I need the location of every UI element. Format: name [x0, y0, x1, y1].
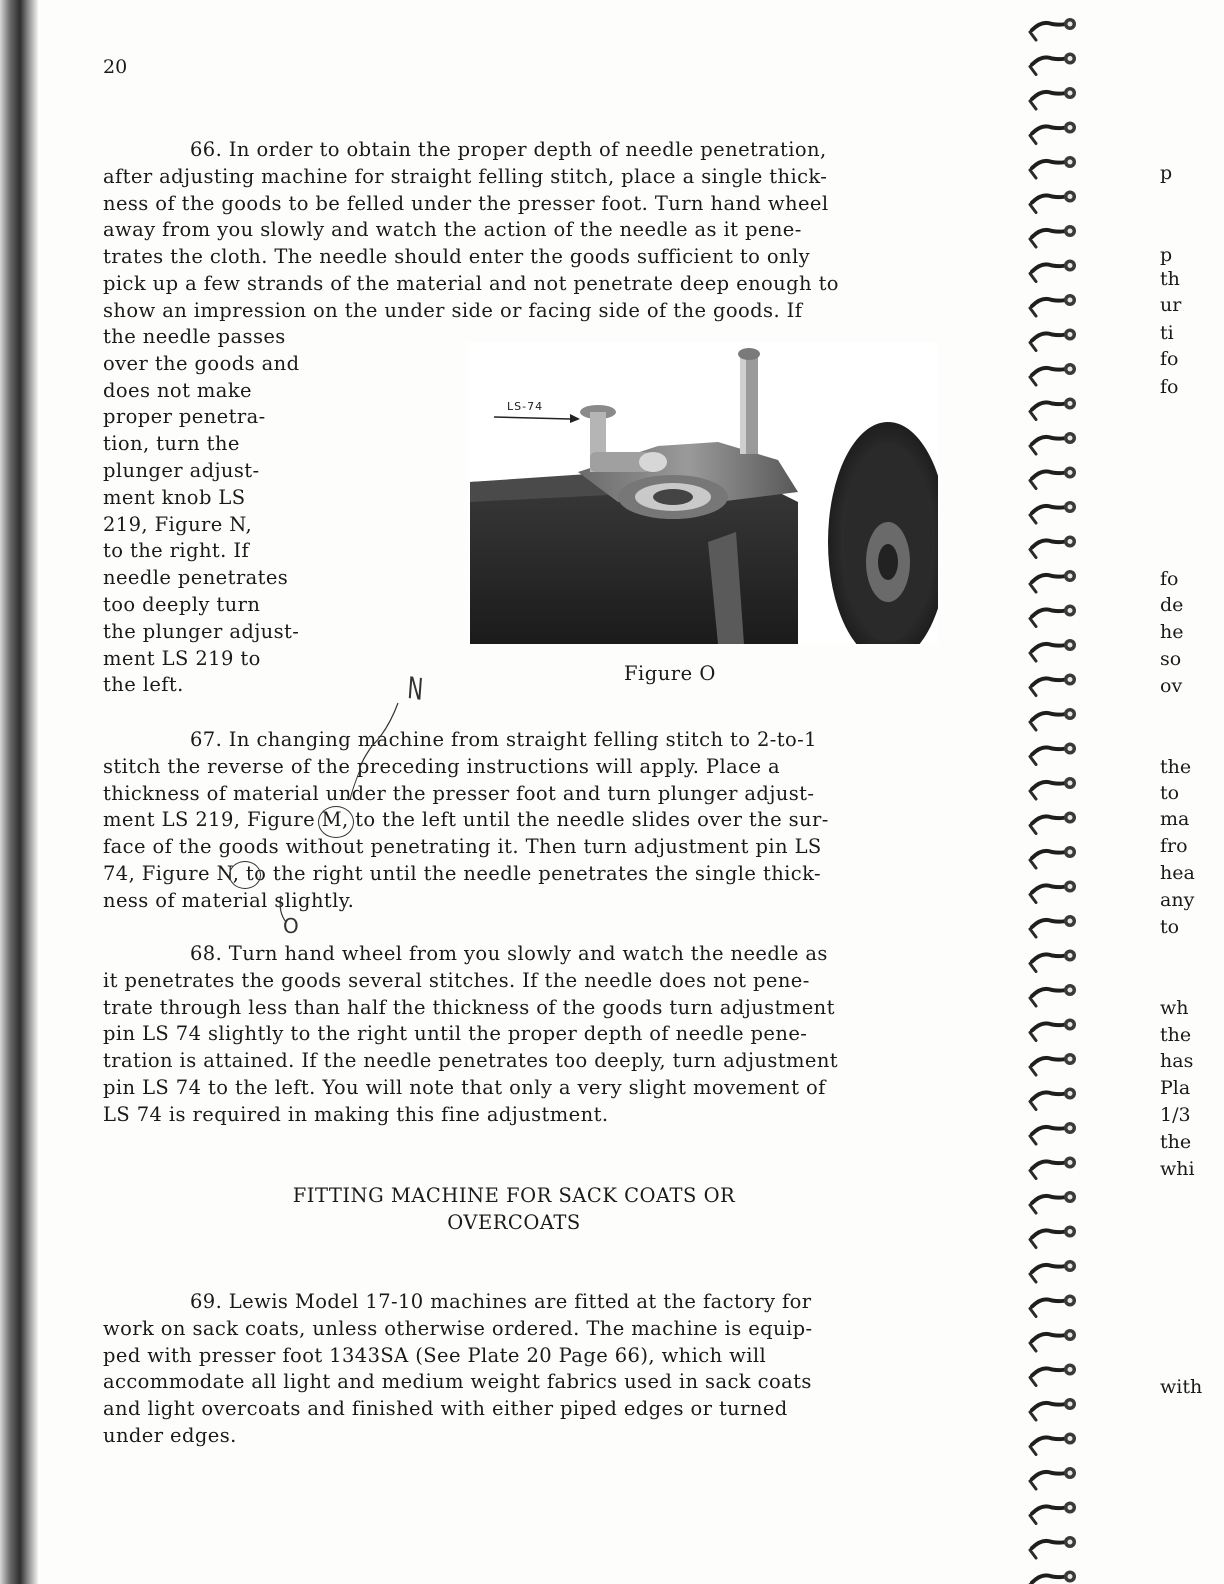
spiral-coil [1030, 1571, 1076, 1584]
figure-callout-arrow [492, 410, 582, 424]
text-line: over the goods and [103, 351, 300, 375]
spiral-coil [1030, 1295, 1076, 1317]
spiral-coil [1030, 1157, 1076, 1179]
next-page-fragment: hea [1160, 862, 1195, 884]
text-line: 69. Lewis Model 17-10 machines are fitted at the factory for [190, 1290, 812, 1313]
scan-shadow-edge [0, 0, 38, 1584]
text-line: trate through less than half the thickness of the goods turn adjustment [103, 995, 835, 1019]
spiral-coil [1030, 363, 1076, 385]
figure-o-photo [468, 342, 938, 644]
next-page-fragment: with [1160, 1376, 1203, 1398]
spiral-coil [1030, 260, 1076, 282]
handwritten-n-annotation: N [406, 670, 425, 709]
spiral-coil [1030, 53, 1076, 75]
figure-callout-label: LS-74 [507, 400, 544, 413]
text-line: tion, turn the [103, 432, 240, 456]
handwritten-o-annotation: O [283, 914, 299, 938]
spiral-coil [1030, 950, 1076, 972]
spiral-coil [1030, 743, 1076, 765]
text-line: and light overcoats and finished with either piped edges or turned [103, 1397, 788, 1421]
paragraph-66 [103, 137, 839, 325]
text-line: work on sack coats, unless otherwise ordered. The machine is equip- [103, 1316, 813, 1340]
next-page-fragment: so [1160, 648, 1182, 670]
next-page-fragment: to [1160, 782, 1180, 804]
text-line: pick up a few strands of the material and not penetrate deep enough to [103, 271, 839, 295]
spiral-coil [1030, 812, 1076, 834]
spiral-coil [1030, 915, 1076, 937]
text-line: face of the goods without penetrating it. Then turn adjustment pin LS [103, 835, 822, 859]
next-page-fragment: ti [1160, 322, 1174, 344]
next-page-fragment: de [1160, 594, 1184, 616]
spiral-coil [1030, 984, 1076, 1006]
heading-line-1: FITTING MACHINE FOR SACK COATS OR [292, 1184, 736, 1207]
spiral-coil [1030, 1398, 1076, 1420]
text-line: does not make [103, 378, 252, 402]
next-page-fragment: has [1160, 1050, 1194, 1072]
text-line: 66. In order to obtain the proper depth of needle penetration, [190, 138, 827, 161]
next-page-fragment: fo [1160, 568, 1179, 590]
text-line: it penetrates the goods several stitches. If the needle does not pene- [103, 968, 810, 992]
next-page-fragment: the [1160, 756, 1192, 778]
text-line: away from you slowly and watch the action of the needle as it pene- [103, 218, 802, 242]
text-line: 219, Figure N, [103, 512, 253, 536]
handwritten-circle-m [318, 806, 354, 838]
next-page-fragment: Pla [1160, 1077, 1191, 1099]
spiral-coil [1030, 777, 1076, 799]
next-page-fragment: he [1160, 621, 1184, 643]
text-line: 74, Figure N, to the right until the needle penetrates the single thick- [103, 861, 821, 885]
spiral-coil [1030, 191, 1076, 213]
next-page-fragment: ur [1160, 294, 1182, 316]
spiral-coil [1030, 846, 1076, 868]
text-line: the needle passes [103, 325, 286, 348]
spiral-coil [1030, 1019, 1076, 1041]
spiral-binding [1020, 0, 1084, 1584]
spiral-coil [1030, 156, 1076, 178]
text-line: too deeply turn [103, 592, 261, 616]
text-line: ness of the goods to be felled under the presser foot. Turn hand wheel [103, 191, 829, 215]
spiral-coil [1030, 18, 1076, 40]
next-page-fragment: fro [1160, 835, 1188, 857]
text-line: needle penetrates [103, 566, 289, 590]
spiral-coil [1030, 674, 1076, 696]
spiral-coil [1030, 1260, 1076, 1282]
next-page-fragment: the [1160, 1024, 1192, 1046]
paragraph-68 [103, 941, 838, 1129]
spiral-coil [1030, 467, 1076, 489]
text-line: ness of material slightly. [103, 888, 355, 912]
heading-line-2: OVERCOATS [447, 1211, 581, 1234]
spiral-coil [1030, 570, 1076, 592]
text-line: tration is attained. If the needle penetrates too deeply, turn adjustment [103, 1049, 839, 1073]
page-number: 20 [103, 56, 128, 78]
next-page-fragment: th [1160, 268, 1180, 290]
spiral-coil [1030, 708, 1076, 730]
text-line: pin LS 74 to the left. You will note that only a very slight movement of [103, 1075, 826, 1099]
figure-caption: Figure O [624, 662, 716, 685]
text-line: LS 74 is required in making this fine adjustment. [103, 1102, 609, 1126]
spiral-coil [1030, 1467, 1076, 1489]
spiral-coil [1030, 329, 1076, 351]
text-line: the plunger adjust- [103, 619, 300, 643]
paragraph-67 [103, 727, 829, 915]
section-heading [200, 1182, 828, 1236]
text-line: to the right. If [103, 539, 250, 563]
spiral-coil [1030, 1226, 1076, 1248]
text-line: plunger adjust- [103, 458, 260, 482]
next-page-fragment: wh [1160, 997, 1189, 1019]
next-page-fragment: p [1160, 162, 1173, 184]
text-line: proper penetra- [103, 405, 266, 429]
spiral-coil [1030, 605, 1076, 627]
spiral-coil [1030, 225, 1076, 247]
spiral-coil [1030, 639, 1076, 661]
spiral-coil [1030, 1053, 1076, 1075]
spiral-coil [1030, 1122, 1076, 1144]
spiral-coil [1030, 536, 1076, 558]
spiral-coil [1030, 122, 1076, 144]
next-page-fragment: to [1160, 916, 1180, 938]
next-page-fragment: whi [1160, 1158, 1195, 1180]
spiral-coil [1030, 1329, 1076, 1351]
text-line: stitch the reverse of the preceding instructions will apply. Place a [103, 754, 781, 778]
text-line: 67. In changing machine from straight felling stitch to 2-to-1 [190, 728, 817, 751]
spiral-coil [1030, 398, 1076, 420]
next-page-fragment: ma [1160, 808, 1190, 830]
text-line: ment LS 219 to [103, 646, 261, 670]
spiral-coil [1030, 1433, 1076, 1455]
next-page-fragment: fo [1160, 348, 1179, 370]
paragraph-66-wrapped [103, 324, 299, 699]
text-line: ped with presser foot 1343SA (See Plate 20 Page 66), which will [103, 1343, 767, 1367]
spiral-coil [1030, 1502, 1076, 1524]
spiral-coil [1030, 294, 1076, 316]
text-line: ment LS 219, Figure M, to the left until the needle slides over the sur- [103, 808, 829, 832]
spiral-coil [1030, 1536, 1076, 1558]
text-line: under edges. [103, 1423, 237, 1447]
text-line: 68. Turn hand wheel from you slowly and watch the needle as [190, 942, 828, 965]
text-line: thickness of material under the presser foot and turn plunger adjust- [103, 781, 815, 805]
handwritten-circle-n [229, 861, 261, 889]
text-line: accommodate all light and medium weight fabrics used in sack coats [103, 1370, 812, 1394]
next-page-fragment: fo [1160, 376, 1179, 398]
spiral-coil [1030, 1191, 1076, 1213]
text-line: show an impression on the under side or facing side of the goods. If [103, 298, 803, 322]
spiral-coil [1030, 881, 1076, 903]
text-line: trates the cloth. The needle should enter the goods sufficient to only [103, 245, 811, 269]
next-page-fragment: any [1160, 889, 1195, 911]
next-page-edge [1140, 0, 1224, 1584]
text-line: pin LS 74 slightly to the right until the proper depth of needle pene- [103, 1022, 808, 1046]
next-page-fragment: ov [1160, 675, 1183, 697]
spiral-coil [1030, 501, 1076, 523]
spiral-coil [1030, 1088, 1076, 1110]
spiral-coil [1030, 1364, 1076, 1386]
next-page-fragment: the [1160, 1131, 1192, 1153]
paragraph-69 [103, 1289, 813, 1450]
next-page-fragment: 1/3 [1160, 1104, 1191, 1126]
text-line: ment knob LS [103, 485, 246, 509]
spiral-coil [1030, 432, 1076, 454]
text-line: the left. [103, 673, 184, 697]
next-page-fragment: p [1160, 244, 1173, 266]
spiral-coil [1030, 87, 1076, 109]
text-line: after adjusting machine for straight felling stitch, place a single thick- [103, 164, 828, 188]
